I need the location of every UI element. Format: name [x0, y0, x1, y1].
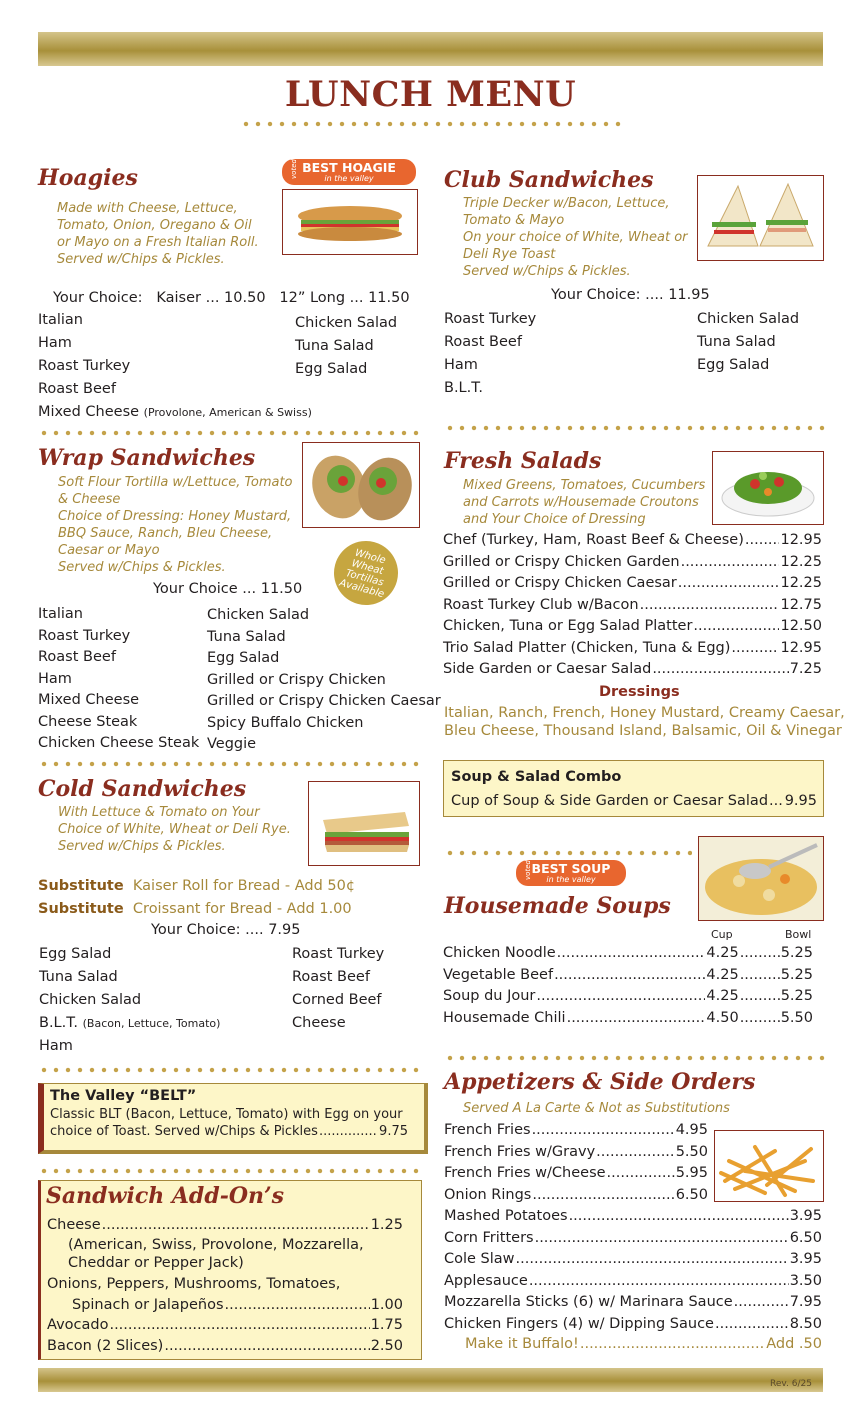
top-band — [38, 32, 823, 66]
divider — [444, 425, 826, 431]
item-price: 6.50 — [675, 1186, 708, 1203]
sub-label: Substitute — [38, 901, 124, 917]
menu-row — [444, 1294, 822, 1310]
list-item: Tuna Salad — [39, 969, 118, 985]
item-price: 12.95 — [780, 639, 822, 656]
addon-row — [72, 1297, 403, 1313]
best-soup-badge — [516, 860, 626, 886]
item-price: Add .50 — [766, 1336, 822, 1352]
fries-photo — [714, 1130, 824, 1202]
addons-box — [38, 1180, 422, 1360]
combo-box — [443, 760, 824, 817]
item-price: 12.75 — [780, 596, 822, 613]
list-item: Ham — [444, 357, 478, 373]
list-item: Grilled or Crispy Chicken Caesar — [207, 693, 441, 709]
cup-label: Cup — [711, 928, 733, 941]
hoagies-title: Hoagies — [38, 165, 138, 191]
list-item: Egg Salad — [697, 357, 770, 373]
item-name: French Fries — [444, 1122, 531, 1138]
salads-description: Mixed Greens, Tomatoes, Cucumbers and Carrots w/Housemade Croutons and Your Choice of Dressing — [463, 478, 706, 527]
menu-row — [444, 1273, 822, 1289]
item-price: 12.95 — [780, 532, 822, 548]
list-item: Roast Turkey — [444, 311, 537, 327]
best-hoagie-badge — [282, 159, 416, 185]
item-price: 1.25 — [370, 1217, 403, 1233]
item-price: 7.95 — [789, 1294, 822, 1310]
list-item — [38, 401, 312, 424]
cold-list-2 — [292, 943, 384, 1035]
wrap-choice: Your Choice ... 11.50 — [153, 581, 303, 597]
list-item: Tuna Salad — [295, 338, 374, 354]
item-price: 8.50 — [789, 1315, 822, 1332]
list-item: Grilled or Crispy Chicken — [207, 671, 386, 688]
cold-sandwich-image — [309, 782, 419, 865]
list-item: Chicken Cheese Steak — [38, 735, 200, 751]
list-item: Egg Salad — [295, 361, 368, 377]
item-name: Applesauce — [444, 1272, 528, 1289]
hoagies-list-2 — [295, 312, 397, 381]
cold-photo — [308, 781, 420, 866]
menu-row — [444, 1165, 708, 1181]
list-item: Chicken Salad — [39, 992, 142, 1008]
cold-list-1 — [39, 943, 220, 1058]
hoagie-image — [283, 190, 417, 254]
menu-row — [444, 1187, 708, 1203]
menu-row — [443, 554, 822, 570]
menu-row — [443, 661, 822, 677]
cold-title: Cold Sandwiches — [38, 776, 247, 802]
menu-row — [443, 618, 822, 634]
item-name: B.L.T. — [39, 1015, 78, 1031]
salad-image — [713, 452, 823, 524]
item-name: Grilled or Crispy Chicken Caesar — [443, 575, 677, 591]
bowl-price: 5.50 — [780, 1009, 813, 1026]
list-item: Italian — [38, 606, 83, 622]
addon-note: (American, Swiss, Provolone, Mozzarella, — [68, 1237, 364, 1253]
item-price: 5.50 — [675, 1143, 708, 1160]
addon-row — [47, 1338, 403, 1354]
club-image — [698, 176, 823, 260]
item-name: Avocado — [47, 1317, 109, 1333]
wrap-photo — [302, 442, 420, 528]
list-item — [39, 1012, 220, 1035]
item-price: 12.25 — [780, 575, 822, 591]
menu-row — [444, 1230, 822, 1246]
list-item: Roast Beef — [444, 334, 522, 350]
hoagie-photo — [282, 189, 418, 255]
item-name: Cole Slaw — [444, 1251, 515, 1267]
sub-text: Kaiser Roll for Bread - Add 50¢ — [132, 878, 356, 894]
buffalo-row — [465, 1336, 822, 1352]
item-name: Bacon (2 Slices) — [47, 1338, 164, 1354]
item-name: Roast Turkey Club w/Bacon — [443, 596, 639, 613]
hoagies-list-1 — [38, 309, 312, 424]
soup-photo — [698, 836, 824, 921]
divider — [240, 121, 626, 127]
item-price: 9.95 — [784, 793, 817, 809]
badge-sub: in the valley — [546, 875, 596, 884]
item-name: choice of Toast. Served w/Chips & Pickles — [50, 1124, 318, 1139]
item-price: 6.50 — [789, 1229, 822, 1246]
item-name: Mashed Potatoes — [444, 1208, 568, 1224]
menu-row — [444, 1251, 822, 1267]
list-item: Ham — [38, 670, 72, 687]
soup-image — [699, 837, 823, 920]
item-price: 4.95 — [675, 1122, 708, 1138]
item-price: 9.75 — [379, 1124, 408, 1139]
item-price: 2.50 — [370, 1338, 403, 1354]
item-price: 1.00 — [370, 1297, 403, 1313]
item-price: 7.25 — [789, 661, 822, 677]
dressings-line-1: Italian, Ranch, French, Honey Mustard, Creamy Caesar, — [444, 705, 845, 721]
dressings-title: Dressings — [599, 684, 680, 700]
cup-price: 4.25 — [706, 988, 739, 1004]
item-price: 3.50 — [789, 1272, 822, 1289]
list-item: Chicken Salad — [295, 315, 398, 331]
item-name: Make it Buffalo! — [465, 1336, 579, 1352]
substitute-1 — [38, 878, 355, 894]
addon-item: Onions, Peppers, Mushrooms, Tomatoes, — [47, 1276, 341, 1292]
fries-image — [715, 1131, 823, 1201]
item-name: Spinach or Jalapeños — [72, 1297, 224, 1313]
belt-box — [38, 1083, 428, 1154]
club-choice: Your Choice: .... 11.95 — [551, 287, 710, 303]
addons-title: Sandwich Add-On’s — [46, 1183, 285, 1209]
cold-choice: Your Choice: .... 7.95 — [151, 922, 301, 938]
list-item: Ham — [39, 1038, 73, 1054]
menu-row — [444, 1122, 708, 1138]
list-item: Cheese — [292, 1015, 346, 1031]
menu-row — [444, 1208, 822, 1224]
list-item: Tuna Salad — [207, 628, 286, 645]
club-list-2 — [697, 308, 799, 377]
cold-description: With Lettuce & Tomato on Your Choice of White, Wheat or Deli Rye. Served w/Chips & Pickles. — [58, 805, 291, 854]
sub-text: Croissant for Bread - Add 1.00 — [132, 901, 352, 917]
list-item: Roast Beef — [38, 649, 116, 665]
list-item: B.L.T. — [444, 380, 483, 396]
hoagies-description: Made with Cheese, Lettuce, Tomato, Onion, Oregano & Oil or Mayo on a Fresh Italian Roll. Served w/Chips & Pickles. — [57, 201, 259, 267]
divider — [38, 761, 420, 767]
badge-main: BEST SOUP — [531, 861, 611, 876]
item-name: French Fries w/Cheese — [444, 1165, 606, 1181]
dressings-line-2: Bleu Cheese, Thousand Island, Balsamic, Oil & Vinegar — [444, 723, 842, 739]
item-price: 3.95 — [789, 1208, 822, 1224]
wrap-title: Wrap Sandwiches — [38, 445, 256, 471]
substitute-2 — [38, 901, 352, 917]
item-note: (Bacon, Lettuce, Tomato) — [82, 1017, 221, 1030]
menu-row — [443, 597, 822, 613]
menu-row — [443, 640, 822, 656]
list-item: Chicken Salad — [207, 607, 310, 623]
list-item: Cheese Steak — [38, 713, 138, 730]
list-item: Mixed Cheese — [38, 692, 140, 708]
item-name: Soup du Jour — [443, 988, 536, 1004]
addon-note: Cheddar or Pepper Jack) — [68, 1255, 244, 1271]
item-name: Onion Rings — [444, 1186, 532, 1203]
soup-row — [443, 967, 813, 983]
menu-row — [444, 1316, 822, 1332]
list-item: Spicy Buffalo Chicken — [207, 714, 364, 731]
list-item: Italian — [38, 312, 83, 328]
item-name: Chef (Turkey, Ham, Roast Beef & Cheese) — [443, 532, 744, 548]
revision: Rev. 6/25 — [770, 1379, 812, 1389]
divider — [38, 430, 420, 436]
menu-row — [443, 532, 822, 548]
list-item: Roast Turkey — [38, 627, 131, 644]
item-name: Housemade Chili — [443, 1009, 566, 1026]
wrap-list-2 — [207, 605, 441, 756]
list-item: Roast Beef — [292, 969, 370, 985]
salad-photo — [712, 451, 824, 525]
badge-sub: in the valley — [324, 174, 374, 183]
divider — [444, 1055, 826, 1061]
sub-label: Substitute — [38, 878, 124, 894]
divider — [38, 1168, 420, 1174]
badge-voted: voted — [289, 159, 298, 179]
item-name: Chicken Fingers (4) w/ Dipping Sauce — [444, 1315, 714, 1332]
item-name: Cup of Soup & Side Garden or Caesar Salad — [451, 793, 769, 809]
item-name: Chicken Noodle — [443, 945, 556, 961]
belt-line-1: Classic BLT (Bacon, Lettuce, Tomato) with Egg on your — [50, 1107, 403, 1122]
item-note: (Provolone, American & Swiss) — [143, 406, 312, 419]
item-price: 3.95 — [789, 1251, 822, 1267]
item-name: Chicken, Tuna or Egg Salad Platter — [443, 618, 693, 634]
wrap-description: Soft Flour Tortilla w/Lettuce, Tomato & Cheese Choice of Dressing: Honey Mustard, BBQ Sauce, Ranch, Bleu Cheese, Caesar or Mayo Served w/Chips & Pickles. — [58, 475, 293, 575]
club-title: Club Sandwiches — [444, 167, 654, 193]
club-description: Triple Decker w/Bacon, Lettuce, Tomato & Mayo On your choice of White, Wheat or Deli Rye Toast Served w/Chips & Pickles. — [463, 196, 688, 279]
divider — [444, 850, 692, 856]
badge-voted: voted — [523, 860, 532, 880]
item-name: Grilled or Crispy Chicken Garden — [443, 553, 680, 570]
item-name: French Fries w/Gravy — [444, 1143, 596, 1160]
soups-title: Housemade Soups — [444, 893, 671, 919]
list-item: Tuna Salad — [697, 334, 776, 350]
soup-row — [443, 988, 813, 1004]
item-price: 12.25 — [780, 553, 822, 570]
combo-title: Soup & Salad Combo — [451, 769, 622, 785]
cup-price: 4.25 — [706, 945, 739, 961]
item-name: Vegetable Beef — [443, 966, 554, 983]
item-price: 5.95 — [675, 1165, 708, 1181]
whole-wheat-seal: Whole Wheat Tortillas Available — [327, 534, 405, 612]
club-list-1 — [444, 308, 536, 400]
divider — [38, 1067, 420, 1073]
item-price: 12.50 — [780, 618, 822, 634]
list-item: Chicken Salad — [697, 311, 800, 327]
belt-title: The Valley “BELT” — [50, 1088, 197, 1104]
soup-row — [443, 945, 813, 961]
bowl-price: 5.25 — [780, 966, 813, 983]
list-item: Egg Salad — [39, 946, 112, 962]
list-item: Roast Turkey — [292, 946, 385, 962]
list-item: Egg Salad — [207, 650, 280, 666]
menu-row — [444, 1144, 708, 1160]
item-name: Mozzarella Sticks (6) w/ Marinara Sauce — [444, 1294, 733, 1310]
wrap-list-1 — [38, 604, 199, 755]
belt-row — [50, 1124, 408, 1139]
menu-row — [443, 575, 822, 591]
list-item: Roast Turkey — [38, 358, 131, 374]
item-name: Mixed Cheese — [38, 404, 140, 420]
item-price: 1.75 — [370, 1317, 403, 1333]
apps-subtitle: Served A La Carte & Not as Substitutions — [463, 1101, 730, 1116]
item-name: Corn Fritters — [444, 1229, 534, 1246]
list-item: Roast Beef — [38, 381, 116, 397]
page-title: LUNCH MENU — [284, 74, 577, 115]
club-photo — [697, 175, 824, 261]
list-item: Corned Beef — [292, 992, 382, 1008]
addon-row — [47, 1217, 403, 1233]
bowl-price: 5.25 — [780, 945, 813, 961]
bowl-price: 5.25 — [780, 988, 813, 1004]
soup-row — [443, 1010, 813, 1026]
hoagies-choice: Your Choice: Kaiser ... 10.50 12” Long ... 11.50 — [53, 290, 410, 306]
addon-row — [47, 1317, 403, 1333]
bottom-band — [38, 1368, 823, 1392]
item-name: Cheese — [47, 1217, 101, 1233]
item-name: Trio Salad Platter (Chicken, Tuna & Egg) — [443, 639, 731, 656]
wrap-image — [303, 443, 419, 527]
apps-title: Appetizers & Side Orders — [444, 1069, 756, 1095]
cup-price: 4.50 — [706, 1009, 739, 1026]
bowl-label: Bowl — [785, 928, 812, 941]
salads-title: Fresh Salads — [444, 448, 602, 474]
list-item: Ham — [38, 335, 72, 351]
combo-row — [451, 793, 817, 809]
list-item: Veggie — [207, 736, 257, 752]
item-name: Side Garden or Caesar Salad — [443, 661, 652, 677]
badge-main: BEST HOAGIE — [302, 160, 396, 175]
cup-price: 4.25 — [706, 966, 739, 983]
